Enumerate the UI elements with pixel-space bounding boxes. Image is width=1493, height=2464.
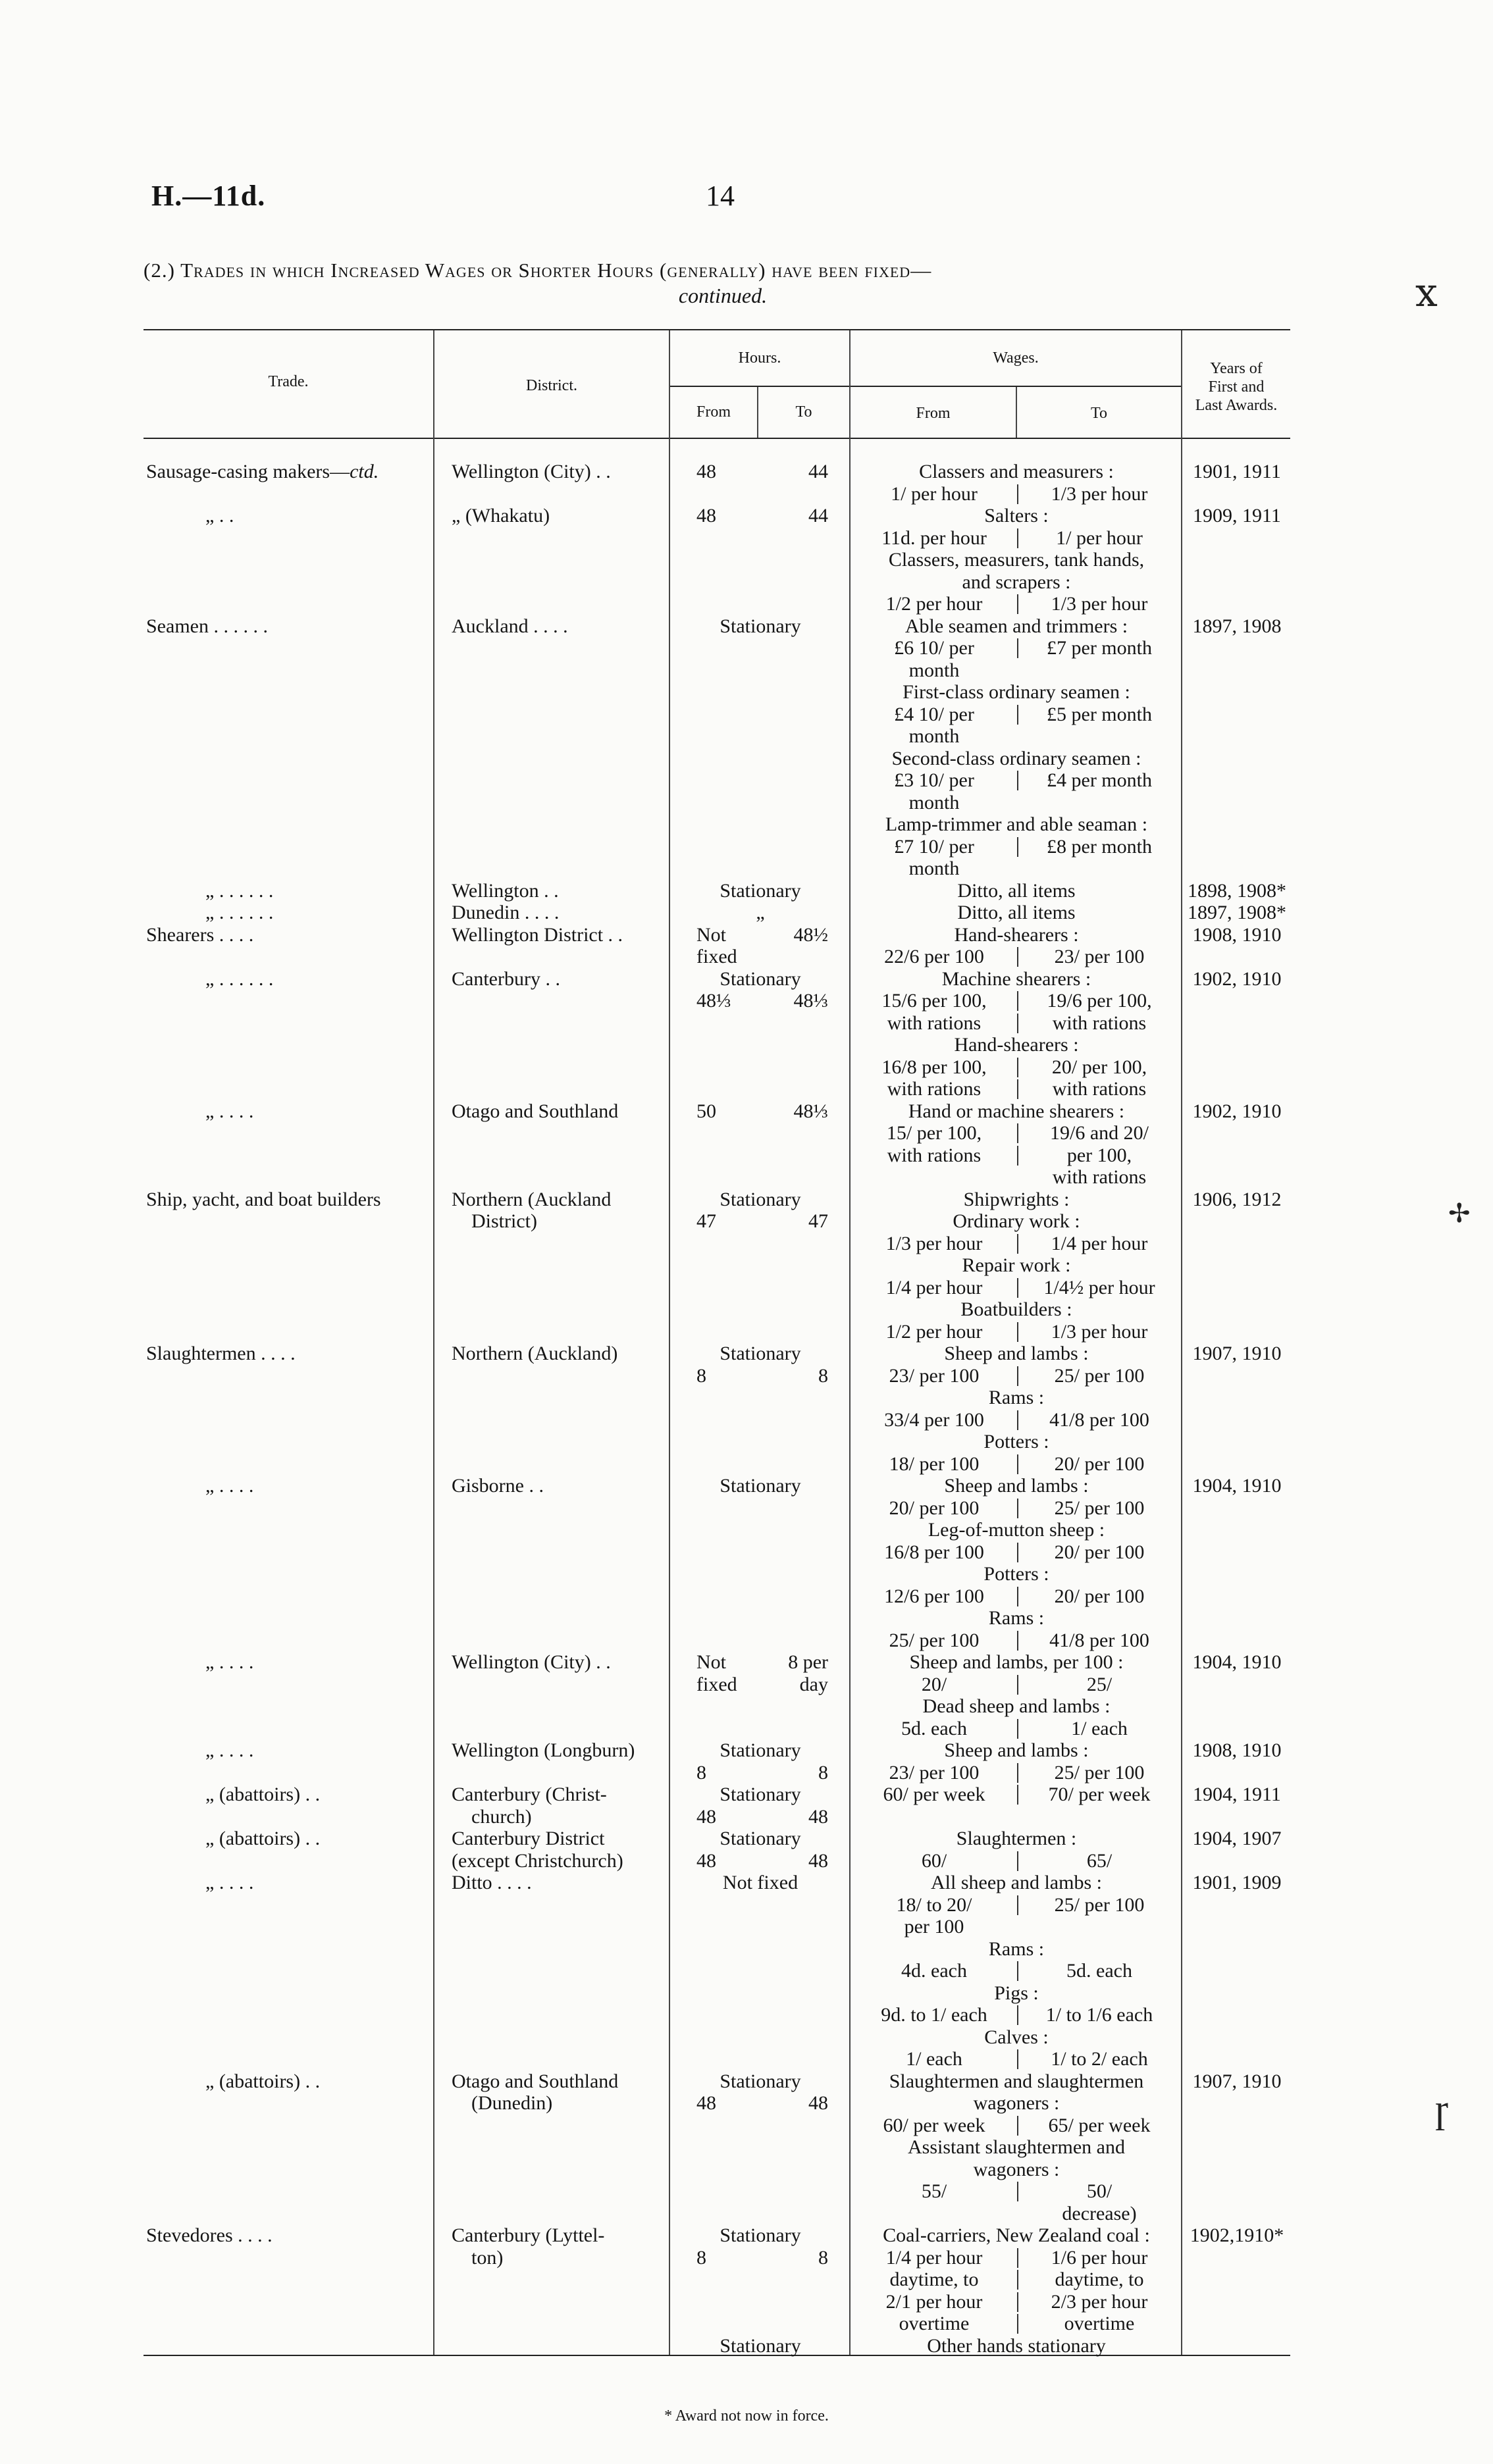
hours-from-cell: 48: [696, 1805, 716, 1828]
wages-heading: Hand-shearers :: [954, 923, 1079, 946]
district-cell: Wellington (City) . .: [452, 1651, 611, 1673]
wages-split-bar: [1017, 1278, 1018, 1298]
trade-cell: „ . . . .: [205, 1739, 254, 1761]
wages-from-cell: daytime, to: [889, 2269, 979, 2290]
wages-from-cell: with rations: [887, 1012, 982, 1034]
wages-split-bar: [1017, 2270, 1018, 2290]
col-header-hours-to: To: [795, 403, 812, 421]
subheader-rule: [669, 386, 1181, 387]
wages-to-cell: 25/ per 100: [1054, 1761, 1145, 1784]
hours-to-cell: day: [799, 1673, 828, 1695]
district-cell: Otago and Southland: [452, 2070, 619, 2092]
wages-heading: Hand or machine shearers :: [908, 1100, 1125, 1122]
wages-from-cell: 15/ per 100,: [886, 1122, 982, 1144]
district-cell: (except Christchurch): [452, 1849, 623, 1872]
wages-from-cell: 25/ per 100: [889, 1629, 980, 1651]
years-cell: 1909, 1911: [1193, 505, 1281, 526]
wages-heading: Sheep and lambs :: [944, 1739, 1089, 1761]
wages-to-cell: 1/3 per hour: [1051, 1320, 1148, 1343]
wages-from-cell: 60/ per week: [883, 1784, 985, 1805]
col-header-trade: Trade.: [268, 373, 309, 390]
wages-heading: Potters :: [983, 1563, 1049, 1585]
table-caption: (2.) Trades in which Increased Wages or Shorter Hours (generally) have been fixed—: [144, 259, 932, 282]
years-cell: 1898, 1908*: [1188, 879, 1286, 902]
wages-from-cell: month: [908, 858, 960, 879]
wages-from-cell: 15/6 per 100,: [881, 990, 987, 1012]
district-cell: Otago and Southland: [452, 1100, 619, 1122]
wages-from-cell: with rations: [887, 1078, 982, 1100]
wages-to-cell: with rations: [1052, 1012, 1147, 1034]
wages-heading: Pigs :: [994, 1982, 1039, 2004]
wages-split-bar: [1017, 1499, 1018, 1518]
years-cell: 1904, 1907: [1192, 1828, 1282, 1849]
wages-split-bar: [1017, 528, 1018, 548]
wages-heading: Hand-shearers :: [954, 1034, 1079, 1056]
wages-from-cell: month: [908, 791, 960, 813]
wages-to-cell: 20/ per 100: [1054, 1452, 1145, 1475]
wages-split-bar: [1017, 2248, 1018, 2268]
trade-cell: „ . .: [205, 505, 234, 526]
wages-heading: and scrapers :: [962, 571, 1071, 593]
district-cell: (Dunedin): [471, 2092, 553, 2114]
col-divider-hours: [849, 330, 851, 2355]
hours-from-cell: 48: [696, 461, 716, 482]
district-cell: Northern (Auckland): [452, 1343, 618, 1364]
wages-heading: Rams :: [988, 1387, 1045, 1408]
wages-from-cell: month: [908, 725, 960, 747]
hours-to-cell: 8: [818, 1761, 828, 1784]
wages-heading: All sheep and lambs :: [931, 1872, 1102, 1893]
wages-from-cell: 60/: [921, 1849, 947, 1872]
wages-to-cell: with rations: [1052, 1078, 1147, 1100]
wages-heading: Potters :: [983, 1431, 1049, 1452]
hours-from-cell: 48: [696, 2092, 716, 2114]
wages-to-cell: per 100,: [1066, 1144, 1132, 1166]
wages-to-cell: 20/ per 100: [1054, 1585, 1145, 1607]
wages-heading: Rams :: [988, 1938, 1045, 1960]
wages-to-cell: 65/: [1086, 1849, 1113, 1872]
district-cell: Canterbury (Christ-: [452, 1784, 607, 1805]
years-cell: 1897, 1908: [1192, 615, 1282, 637]
wages-heading: Classers and measurers :: [919, 461, 1114, 482]
wages-from-cell: 18/ per 100: [889, 1452, 980, 1475]
wages-split-bar: [1017, 1785, 1018, 1805]
wages-split-bar: [1017, 2182, 1018, 2201]
wages-heading: Classers, measurers, tank hands,: [888, 549, 1145, 571]
wages-split-bar: [1017, 594, 1018, 614]
hours-from-cell: 8: [696, 1364, 706, 1387]
district-cell: ton): [471, 2246, 504, 2269]
wages-heading: Sheep and lambs :: [944, 1343, 1089, 1364]
hours-to-cell: 47: [808, 1210, 828, 1232]
hours-single-cell: Stationary: [720, 2334, 801, 2357]
hours-from-cell: 8: [696, 2246, 706, 2269]
wages-from-cell: 20/: [921, 1673, 947, 1695]
hours-to-cell: 8 per: [788, 1651, 828, 1673]
document-code: H.—11d.: [151, 180, 266, 212]
wages-to-cell: £7 per month: [1047, 637, 1152, 659]
wages-heading: Assistant slaughtermen and: [908, 2136, 1125, 2158]
hours-single-cell: Stationary: [720, 2070, 801, 2092]
wages-heading: Machine shearers :: [941, 967, 1091, 990]
hours-to-cell: 8: [818, 2246, 828, 2269]
margin-mark: ✢: [1448, 1198, 1471, 1228]
table-caption-continued: continued.: [678, 284, 768, 307]
wages-heading: Dead sheep and lambs :: [922, 1695, 1111, 1717]
wages-split-bar: [1017, 1410, 1018, 1430]
wages-from-cell: with rations: [887, 1144, 982, 1166]
col-header-wages-to: To: [1091, 405, 1107, 422]
trade-cell: Slaughtermen . . . .: [146, 1343, 296, 1364]
wages-to-cell: 1/4½ per hour: [1043, 1276, 1155, 1298]
wages-to-cell: 25/ per 100: [1054, 1893, 1145, 1916]
wages-from-cell: 18/ to 20/: [896, 1893, 972, 1916]
col-header-hours-from: From: [696, 403, 731, 421]
trade-cell: „ . . . . . .: [205, 902, 274, 923]
hours-to-cell: 48: [808, 1849, 828, 1872]
wages-split-bar: [1017, 1079, 1018, 1099]
district-cell: Canterbury . .: [452, 967, 560, 990]
wages-to-cell: £5 per month: [1047, 703, 1152, 725]
hours-to-cell: 48⅓: [793, 990, 828, 1012]
wages-split-bar: [1017, 1675, 1018, 1695]
wages-from-cell: £4 10/ per: [894, 703, 974, 725]
hours-from-cell: 48: [696, 1849, 716, 1872]
hours-to-cell: 44: [808, 461, 828, 482]
wages-to-cell: £4 per month: [1047, 769, 1152, 791]
wages-heading: Coal-carriers, New Zealand coal :: [883, 2224, 1150, 2246]
wages-from-cell: per 100: [904, 1916, 964, 1938]
trade-cell: Shearers . . . .: [146, 923, 254, 946]
years-cell: 1901, 1909: [1192, 1872, 1282, 1893]
wages-to-cell: 50/: [1086, 2180, 1113, 2202]
years-cell: 1907, 1910: [1192, 1343, 1282, 1364]
wages-to-cell: 1/3 per hour: [1051, 482, 1148, 505]
wages-heading: Slaughtermen :: [956, 1828, 1077, 1849]
wages-from-cell: 16/8 per 100,: [881, 1056, 987, 1078]
wages-split-bar: [1017, 1123, 1018, 1143]
wages-split-bar: [1017, 2314, 1018, 2334]
wages-from-cell: 1/ per hour: [891, 482, 978, 505]
wages-split-bar: [1017, 1763, 1018, 1783]
wages-from-cell: £3 10/ per: [894, 769, 974, 791]
wages-to-cell: 1/3 per hour: [1051, 593, 1148, 615]
district-cell: Canterbury (Lyttel-: [452, 2224, 605, 2246]
district-cell: „ (Whakatu): [452, 505, 550, 526]
wages-to-cell: 20/ per 100,: [1051, 1056, 1147, 1078]
wages-heading: Ditto, all items: [957, 879, 1076, 902]
wages-from-cell: £6 10/ per: [894, 637, 974, 659]
wages-heading: Rams :: [988, 1607, 1045, 1629]
years-cell: 1908, 1910: [1192, 1739, 1282, 1761]
wages-to-cell: 41/8 per 100: [1049, 1408, 1149, 1431]
hours-from-cell: 48: [696, 505, 716, 526]
wages-split-bar: [1017, 771, 1018, 790]
hours-to-cell: 44: [808, 505, 828, 526]
hours-to-cell: 48: [808, 1805, 828, 1828]
wages-to-cell: 1/ to 2/ each: [1051, 2048, 1148, 2070]
hours-single-cell: Stationary: [720, 1343, 801, 1364]
district-cell: Wellington District . .: [452, 923, 623, 946]
wages-from-cell: 16/8 per 100: [884, 1541, 984, 1563]
wages-to-cell: 23/ per 100: [1054, 946, 1145, 967]
wages-split-bar: [1017, 1454, 1018, 1474]
wages-split-bar: [1017, 1543, 1018, 1562]
wages-from-cell: 60/ per week: [883, 2114, 985, 2136]
hours-from-cell: Not: [696, 923, 726, 946]
wages-heading: Leg-of-mutton sheep :: [928, 1519, 1105, 1541]
wages-heading: Repair work :: [962, 1254, 1071, 1276]
wages-split-bar: [1017, 2005, 1018, 2025]
years-cell: 1906, 1912: [1192, 1188, 1282, 1210]
wages-from-cell: 1/4 per hour: [885, 1276, 983, 1298]
wages-to-cell: 41/8 per 100: [1049, 1629, 1149, 1651]
district-cell: Canterbury District: [452, 1828, 605, 1849]
years-cell: 1904, 1910: [1192, 1651, 1282, 1673]
wages-to-cell: 1/6 per hour: [1051, 2246, 1148, 2269]
wages-to-cell: 70/ per week: [1048, 1784, 1151, 1805]
trade-cell: Sausage-casing makers—ctd.: [146, 461, 379, 482]
wages-split-bar: [1017, 1851, 1018, 1871]
col-divider-district: [669, 330, 670, 2355]
years-cell: 1902, 1910: [1192, 1100, 1282, 1122]
wages-to-cell: 1/ per hour: [1056, 526, 1143, 549]
trade-cell: „ . . . .: [205, 1475, 254, 1497]
hours-from-cell: fixed: [696, 946, 737, 967]
wages-from-cell: 12/6 per 100: [884, 1585, 984, 1607]
wages-split-bar: [1017, 484, 1018, 504]
wages-from-cell: £7 10/ per: [894, 835, 974, 858]
wages-split-bar: [1017, 1895, 1018, 1915]
wages-from-cell: 2/1 per hour: [885, 2290, 983, 2313]
wages-from-cell: 33/4 per 100: [884, 1408, 984, 1431]
wages-from-cell: 23/ per 100: [889, 1364, 980, 1387]
hours-single-cell: Stationary: [720, 1188, 801, 1210]
col-divider-wages: [1181, 330, 1182, 2355]
wages-from-cell: 20/ per 100: [889, 1497, 980, 1519]
wages-to-cell: £8 per month: [1047, 835, 1152, 858]
hours-single-cell: Stationary: [720, 1475, 801, 1497]
col-header-hours: Hours.: [738, 349, 781, 367]
district-cell: Dunedin . . . .: [452, 902, 560, 923]
hours-single-cell: Stationary: [720, 1739, 801, 1761]
col-header-wages: Wages.: [993, 349, 1039, 367]
hours-single-cell: Stationary: [720, 1828, 801, 1849]
wages-to-cell: 5d. each: [1066, 1960, 1132, 1982]
wages-split-bar: [1017, 1058, 1018, 1077]
wages-heading: Shipwrights :: [963, 1188, 1070, 1210]
years-cell: 1904, 1910: [1192, 1475, 1282, 1497]
wages-to-cell: decrease): [1062, 2202, 1137, 2224]
district-cell: Northern (Auckland: [452, 1188, 612, 1210]
hours-single-cell: Stationary: [720, 615, 801, 637]
years-cell: 1901, 1911: [1193, 461, 1281, 482]
hours-to-cell: 48⅓: [793, 1100, 828, 1122]
wages-to-cell: 25/: [1086, 1673, 1113, 1695]
wages-from-cell: 11d. per hour: [881, 526, 987, 549]
margin-mark: ⅹ: [1415, 271, 1438, 315]
wages-split-bar: [1017, 1014, 1018, 1033]
district-cell: church): [471, 1805, 532, 1828]
hours-to-cell: 48½: [793, 923, 828, 946]
col-header-years: Years of First and Last Awards.: [1195, 360, 1278, 414]
trade-cell: „ . . . .: [205, 1100, 254, 1122]
wages-split-bar: [1017, 1234, 1018, 1254]
col-header-wages-from: From: [916, 405, 951, 422]
margin-mark: ɼ: [1435, 2087, 1448, 2130]
wages-from-cell: 23/ per 100: [889, 1761, 980, 1784]
years-cell: 1907, 1910: [1192, 2070, 1282, 2092]
hours-single-cell: „: [756, 902, 765, 923]
wages-split-bar: [1017, 2292, 1018, 2312]
col-divider-trade: [433, 330, 434, 2355]
trade-cell: „ . . . .: [205, 1872, 254, 1893]
wages-heading: Ordinary work :: [953, 1210, 1080, 1232]
hours-to-cell: 8: [818, 1364, 828, 1387]
wages-split-bar: [1017, 1146, 1018, 1166]
trade-cell: Stevedores . . . .: [146, 2224, 273, 2246]
years-cell: 1904, 1911: [1193, 1784, 1281, 1805]
district-cell: Ditto . . . .: [452, 1872, 532, 1893]
wages-heading: Slaughtermen and slaughtermen: [889, 2070, 1144, 2092]
trade-cell: „ . . . . . .: [205, 879, 274, 902]
hours-single-cell: Stationary: [720, 967, 801, 990]
wages-from-cell: overtime: [899, 2313, 970, 2334]
wages-heading: Salters :: [984, 505, 1049, 526]
table-top-rule: [144, 329, 1290, 330]
trade-cell: „ . . . . . .: [205, 967, 274, 990]
wages-to-cell: 19/6 and 20/: [1050, 1122, 1149, 1144]
wages-to-cell: daytime, to: [1055, 2269, 1144, 2290]
hours-single-cell: Not fixed: [722, 1872, 799, 1893]
wages-from-cell: 22/6 per 100: [884, 946, 984, 967]
wages-split-bar: [1017, 947, 1018, 967]
wages-split-bar: [1017, 1961, 1018, 1981]
wages-heading: wagoners :: [973, 2092, 1060, 2114]
wages-from-cell: 5d. each: [901, 1717, 967, 1739]
wages-to-cell: 1/4 per hour: [1051, 1232, 1148, 1254]
district-cell: Auckland . . . .: [452, 615, 568, 637]
trade-cell: Ship, yacht, and boat builders: [146, 1188, 381, 1210]
wages-to-cell: 1/ each: [1071, 1717, 1128, 1739]
wages-to-cell: overtime: [1064, 2313, 1135, 2334]
header-bottom-rule: [144, 438, 1290, 439]
wages-split-bar: [1017, 2116, 1018, 2136]
page-number: 14: [706, 180, 735, 212]
wages-to-cell: 2/3 per hour: [1051, 2290, 1148, 2313]
wages-split-bar: [1017, 1322, 1018, 1342]
hours-single-cell: Stationary: [720, 879, 801, 902]
hours-single-cell: Stationary: [720, 2224, 801, 2246]
wages-split-bar: [1017, 1631, 1018, 1651]
trade-cell: „ (abattoirs) . .: [205, 2070, 321, 2092]
years-cell: 1902,1910*: [1190, 2224, 1284, 2246]
wages-split-bar: [1017, 638, 1018, 658]
trade-cell: „ . . . .: [205, 1651, 254, 1673]
wages-heading: Calves :: [984, 2026, 1049, 2048]
wages-split-bar: [1017, 705, 1018, 725]
wages-heading: Ditto, all items: [957, 902, 1076, 923]
wages-to-cell: 20/ per 100: [1054, 1541, 1145, 1563]
col-header-district: District.: [526, 377, 577, 394]
wages-from-cell: 9d. to 1/ each: [881, 2004, 987, 2026]
hours-from-cell: 48⅓: [696, 990, 731, 1012]
wages-heading: Able seamen and trimmers :: [904, 615, 1128, 637]
wages-to-cell: 65/ per week: [1048, 2114, 1151, 2136]
years-cell: 1902, 1910: [1192, 967, 1282, 990]
wages-from-cell: 55/: [921, 2180, 947, 2202]
years-cell: 1897, 1908*: [1188, 902, 1286, 923]
district-cell: Wellington . .: [452, 879, 559, 902]
trade-cell: Seamen . . . . . .: [146, 615, 268, 637]
wages-split-bar: [1017, 1366, 1018, 1386]
wages-split-bar: [1017, 2049, 1018, 2069]
wages-heading: Other hands stationary: [927, 2334, 1106, 2357]
hours-from-cell: 47: [696, 1210, 716, 1232]
wages-heading: Sheep and lambs :: [944, 1475, 1089, 1497]
trade-cell: „ (abattoirs) . .: [205, 1784, 321, 1805]
wages-heading: First-class ordinary seamen :: [903, 681, 1130, 703]
district-cell: Wellington (City) . .: [452, 461, 611, 482]
wages-from-cell: 1/ each: [906, 2048, 962, 2070]
hours-from-cell: Not: [696, 1651, 726, 1673]
wages-heading: Second-class ordinary seamen :: [891, 747, 1141, 769]
wages-to-cell: 1/ to 1/6 each: [1045, 2004, 1153, 2026]
wages-from-cell: 4d. each: [901, 1960, 967, 1982]
wages-from-cell: 1/4 per hour: [885, 2246, 983, 2269]
hours-from-cell: 50: [696, 1100, 716, 1122]
wages-to-cell: 25/ per 100: [1054, 1497, 1145, 1519]
wages-to-cell: 25/ per 100: [1054, 1364, 1145, 1387]
hours-from-cell: 8: [696, 1761, 706, 1784]
wages-heading: Boatbuilders :: [960, 1298, 1072, 1320]
trade-cell: „ (abattoirs) . .: [205, 1828, 321, 1849]
years-cell: 1908, 1910: [1192, 923, 1282, 946]
wages-to-cell: with rations: [1052, 1166, 1147, 1188]
hours-to-cell: 48: [808, 2092, 828, 2114]
district-cell: Gisborne . .: [452, 1475, 544, 1497]
wages-heading: Sheep and lambs, per 100 :: [909, 1651, 1124, 1673]
wages-split-bar: [1017, 1719, 1018, 1739]
wages-split-bar: [1017, 837, 1018, 857]
wages-from-cell: 1/2 per hour: [885, 1320, 983, 1343]
district-cell: District): [471, 1210, 537, 1232]
wages-heading: wagoners :: [973, 2158, 1060, 2180]
wages-from-cell: month: [908, 659, 960, 681]
hours-from-cell: fixed: [696, 1673, 737, 1695]
wages-split-bar: [1017, 1587, 1018, 1606]
wages-from-cell: 1/3 per hour: [885, 1232, 983, 1254]
hours-single-cell: Stationary: [720, 1784, 801, 1805]
wages-split-bar: [1017, 991, 1018, 1011]
district-cell: Wellington (Longburn): [452, 1739, 635, 1761]
wages-heading: Lamp-trimmer and able seaman :: [885, 813, 1148, 835]
wages-to-cell: 19/6 per 100,: [1047, 990, 1152, 1012]
wages-from-cell: 1/2 per hour: [885, 593, 983, 615]
footnote: * Award not now in force.: [664, 2407, 829, 2425]
